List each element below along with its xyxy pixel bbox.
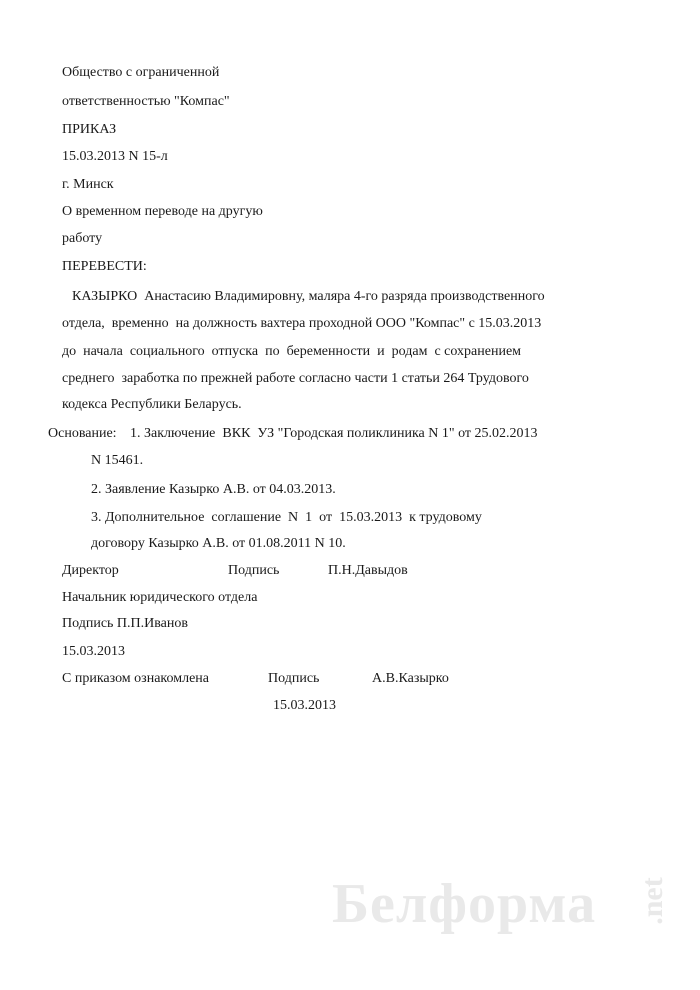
acknowledgment-date: 15.03.2013	[273, 698, 336, 713]
organization-name-line2: ответственностью "Компас"	[62, 94, 230, 109]
paragraph-line-2: отдела, временно на должность вахтера проходной ООО "Компас" с 15.03.2013	[62, 316, 542, 331]
organization-name-line1: Общество с ограниченной	[62, 65, 220, 80]
directive-heading: ПЕРЕВЕСТИ:	[62, 259, 147, 274]
acknowledgment-signature: Подпись	[268, 671, 320, 686]
watermark-domain: .net	[636, 877, 669, 925]
legal-head-signature-name: Подпись П.П.Иванов	[62, 616, 188, 631]
basis-item-1-line1: 1. Заключение ВКК УЗ "Городская поликлиника N 1" от 25.02.2013	[130, 426, 538, 441]
watermark-brand: Белформа	[332, 873, 597, 935]
basis-label: Основание:	[48, 426, 117, 441]
basis-item-3-line1: 3. Дополнительное соглашение N 1 от 15.03.2013 к трудовому	[91, 510, 482, 525]
basis-item-2: 2. Заявление Казырко А.В. от 04.03.2013.	[91, 482, 336, 497]
director-name: П.Н.Давыдов	[328, 563, 408, 578]
basis-item-1-line2: N 15461.	[91, 453, 144, 468]
document-city: г. Минск	[62, 177, 114, 192]
paragraph-line-4: среднего заработка по прежней работе согласно части 1 статьи 264 Трудового	[62, 371, 529, 386]
legal-head-date: 15.03.2013	[62, 644, 125, 659]
paragraph-line-1: КАЗЫРКО Анастасию Владимировну, маляра 4-го разряда производственного	[72, 289, 545, 304]
acknowledgment-label: С приказом ознакомлена	[62, 671, 209, 686]
document-date-number: 15.03.2013 N 15-л	[62, 149, 168, 164]
director-signature: Подпись	[228, 563, 280, 578]
paragraph-line-3: до начала социального отпуска по беременности и родам с сохранением	[62, 344, 522, 359]
director-title: Директор	[62, 563, 119, 578]
paragraph-line-5: кодекса Республики Беларусь.	[62, 397, 242, 412]
document-type: ПРИКАЗ	[62, 122, 117, 137]
basis-item-3-line2: договору Казырко А.В. от 01.08.2011 N 10.	[91, 536, 346, 551]
document-subject-line1: О временном переводе на другую	[62, 204, 263, 219]
legal-head-title: Начальник юридического отдела	[62, 590, 258, 605]
acknowledgment-name: А.В.Казырко	[372, 671, 449, 686]
document-subject-line2: работу	[62, 231, 103, 246]
